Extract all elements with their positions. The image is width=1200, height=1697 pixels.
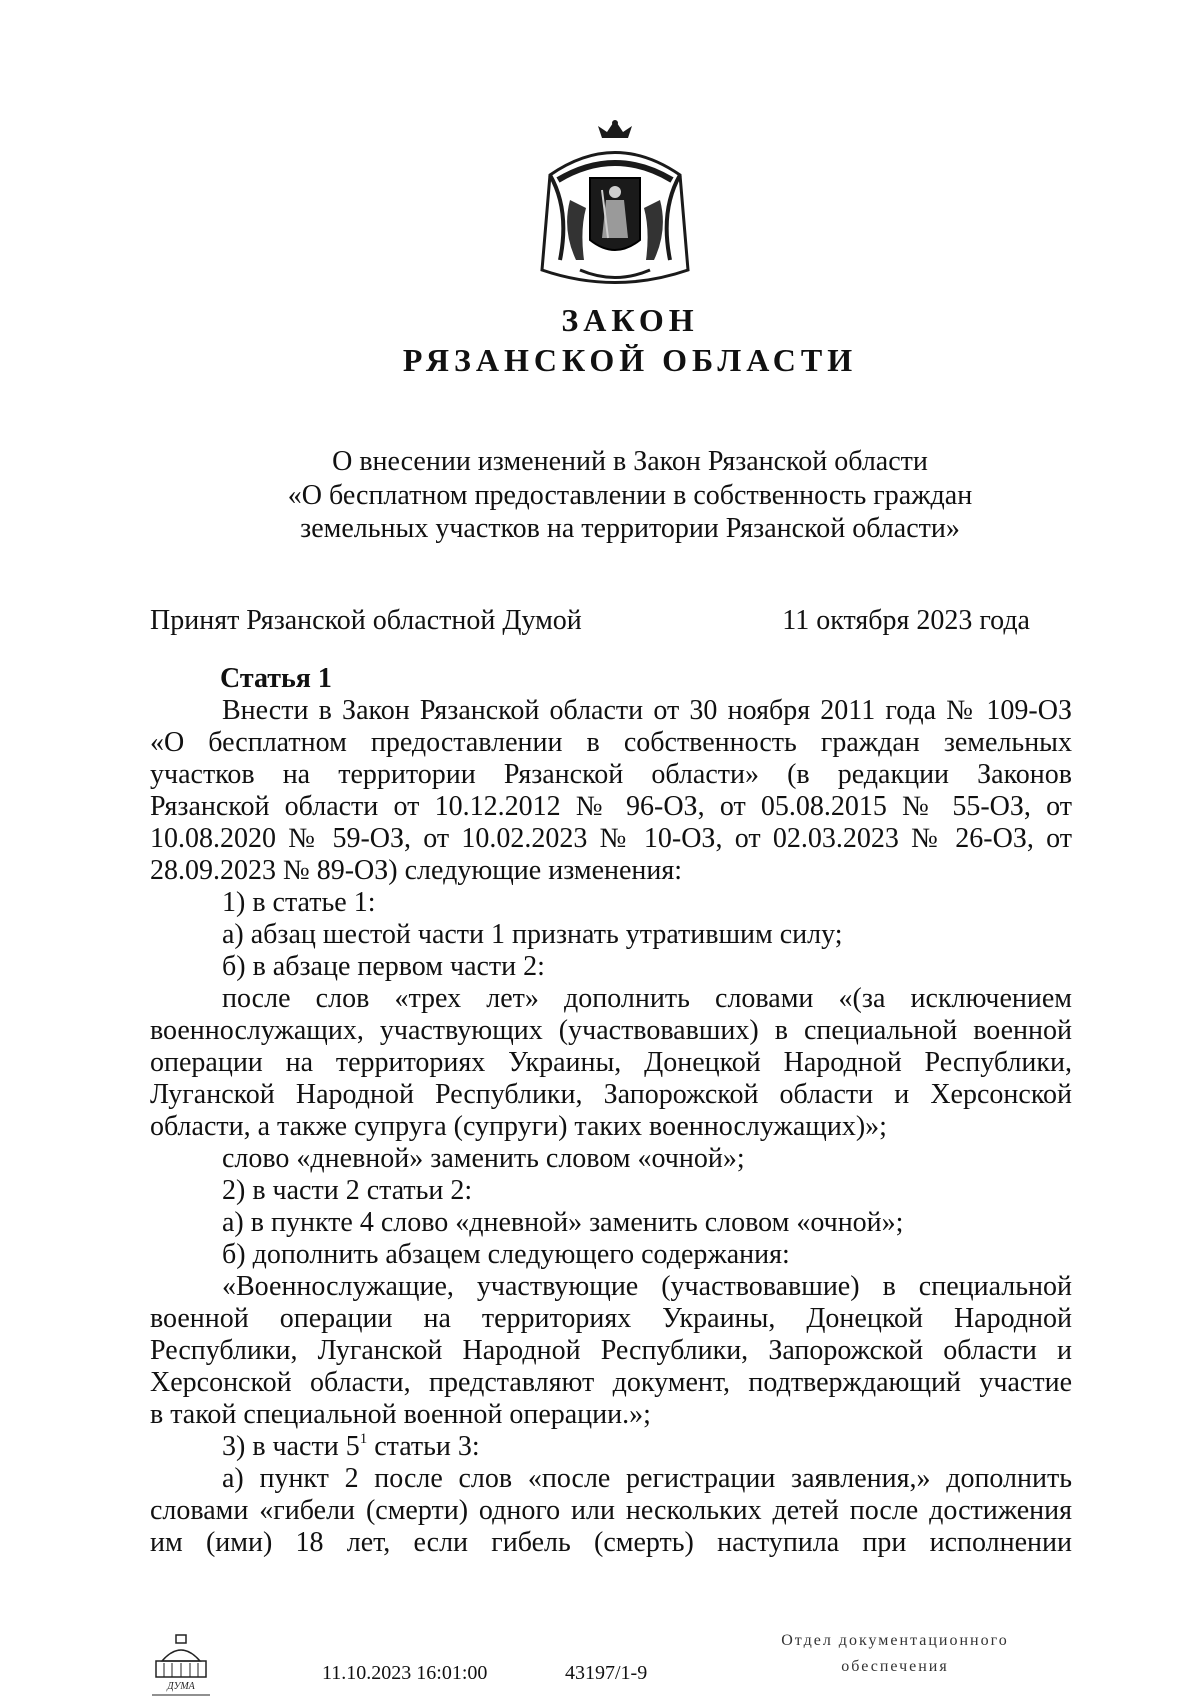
- body-line: 1) в статье 1:: [222, 887, 376, 918]
- item-3-superscript: 1: [359, 1430, 368, 1447]
- law-title-line-2: РЯЗАНСКОЙ ОБЛАСТИ: [402, 342, 858, 378]
- body-line: б) дополнить абзацем следующего содержания:: [222, 1239, 790, 1270]
- registration-timestamp: 11.10.2023 16:01:00: [322, 1662, 488, 1684]
- body-line: в такой специальной военной операции.»;: [150, 1399, 651, 1430]
- body-line: 2) в части 2 статьи 2:: [222, 1175, 473, 1206]
- registration-number: 43197/1-9: [565, 1662, 648, 1684]
- coat-of-arms-emblem: [540, 120, 690, 290]
- body-line: «Военнослужащие, участвующие (участвовавшие) в специальной: [222, 1271, 1072, 1302]
- body-line: 28.09.2023 № 89-ОЗ) следующие изменения:: [150, 855, 683, 886]
- body-line: Херсонской области, представляют документ, подтверждающий участие: [150, 1367, 1072, 1398]
- article-body: [150, 695, 1072, 1559]
- subject-line-3: земельных участков на территории Рязанской области»: [300, 513, 960, 545]
- body-line: а) абзац шестой части 1 признать утратившим силу;: [222, 919, 843, 950]
- body-line: словами «гибели (смерти) одного или нескольких детей после достижения: [150, 1495, 1072, 1526]
- subject-line-1: О внесении изменений в Закон Рязанской области: [332, 446, 928, 477]
- adopted-by: Принят Рязанской областной Думой: [150, 605, 582, 636]
- body-line: Республики, Луганской Народной Республики, Запорожской области и: [150, 1335, 1072, 1366]
- body-line: б) в абзаце первом части 2:: [222, 951, 545, 982]
- adopted-date: 11 октября 2023 года: [782, 605, 1030, 636]
- law-title: [0, 300, 1200, 380]
- adoption-line: [150, 605, 1050, 637]
- law-subject: [0, 445, 1200, 546]
- body-line: области, а также супруга (супруги) таких военнослужащих)»;: [150, 1111, 887, 1142]
- body-line: операции на территориях Украины, Донецкой Народной Республики,: [150, 1047, 1072, 1078]
- body-line: 10.08.2020 № 59-ОЗ, от 10.02.2023 № 10-ОЗ, от 02.03.2023 № 26-ОЗ, от: [150, 823, 1072, 854]
- body-line-item-3: [150, 1431, 1072, 1463]
- body-line: военной операции на территориях Украины, Донецкой Народной: [150, 1303, 1072, 1334]
- duma-building-logo: [150, 1633, 212, 1697]
- subject-line-2: «О бесплатном предоставлении в собственность граждан: [287, 479, 973, 511]
- article-title: Статья 1: [220, 663, 332, 694]
- body-line: Внести в Закон Рязанской области от 30 ноября 2011 года № 109-ОЗ: [222, 695, 1072, 726]
- body-line: а) в пункте 4 слово «дневной» заменить словом «очной»;: [222, 1207, 904, 1238]
- body-line: Луганской Народной Республики, Запорожской области и Херсонской: [150, 1079, 1072, 1110]
- stamp-line-2: обеспечения: [841, 1658, 949, 1675]
- item-3-suffix: статьи 3:: [367, 1431, 480, 1462]
- body-line: им (ими) 18 лет, если гибель (смерть) наступила при исполнении: [150, 1527, 1072, 1558]
- logo-text: ДУМА: [167, 1681, 195, 1692]
- stamp-line-1: Отдел документационного: [781, 1632, 1009, 1649]
- body-line: «О бесплатном предоставлении в собственность граждан земельных: [150, 727, 1072, 758]
- department-stamp: [730, 1628, 1060, 1680]
- body-line: а) пункт 2 после слов «после регистрации заявления,» дополнить: [222, 1463, 1072, 1494]
- law-title-line-1: ЗАКОН: [561, 302, 699, 338]
- body-line: Рязанской области от 10.12.2012 № 96-ОЗ, от 05.08.2015 № 55-ОЗ, от: [150, 791, 1072, 822]
- body-line: после слов «трех лет» дополнить словами «(за исключением: [222, 983, 1072, 1014]
- body-line: военнослужащих, участвующих (участвовавших) в специальной военной: [150, 1015, 1072, 1046]
- body-line: участков на территории Рязанской области» (в редакции Законов: [150, 759, 1072, 790]
- item-3-prefix: 3) в части 5: [222, 1431, 360, 1462]
- body-line: слово «дневной» заменить словом «очной»;: [222, 1143, 745, 1174]
